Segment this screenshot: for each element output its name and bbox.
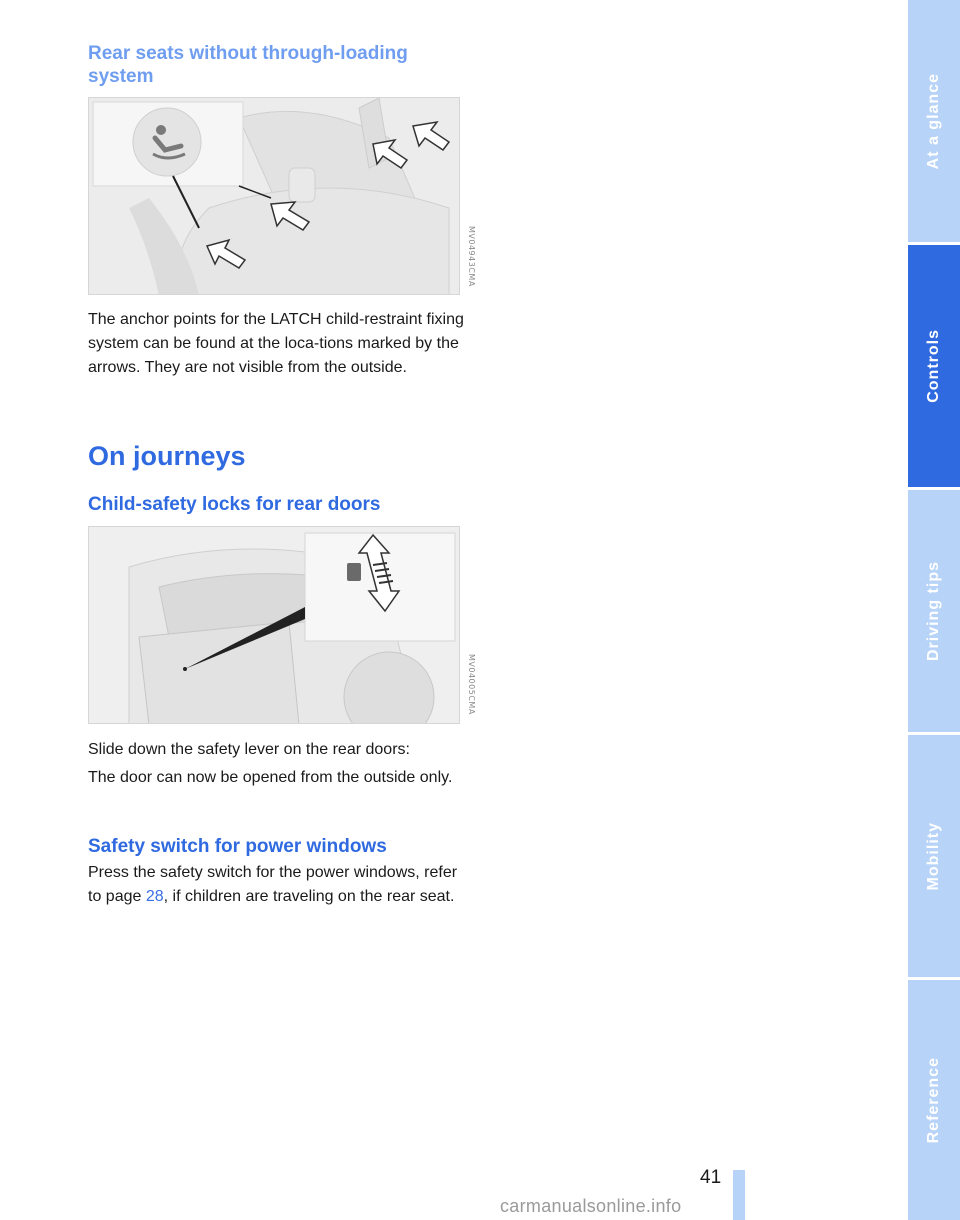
tab-at-a-glance[interactable] (908, 0, 960, 242)
paragraph-anchor-points: The anchor points for the LATCH child-restraint fixing system can be found at the loca-tions marked by the arrows. They are not visible from the outside. (88, 311, 464, 376)
paragraph-door-opened: The door can now be opened from the outside only. (88, 769, 453, 786)
figure-code-2: MV04005CMA (467, 654, 476, 715)
page-number: 41 (700, 1167, 722, 1188)
paragraph-safety-switch (88, 861, 470, 909)
tab-label-at-a-glance: At a glance (925, 72, 942, 170)
safety-switch-text-before: Press the safety switch for the power windows, refer to page (88, 864, 458, 905)
section-heading-on-journeys: On journeys (88, 441, 246, 471)
rear-seat-illustration (89, 98, 460, 295)
safety-switch-text-after: , if children are traveling on the rear seat. (163, 888, 455, 905)
tab-label-controls: Controls (925, 329, 942, 403)
tab-driving-tips[interactable] (908, 490, 960, 732)
tab-mobility[interactable] (908, 735, 960, 977)
rear-door-illustration (89, 527, 460, 724)
page-link-28[interactable]: 28 (145, 888, 164, 905)
page-number-bar (733, 1170, 745, 1220)
tab-controls[interactable] (908, 245, 960, 487)
figure-code-1: MV04943CMA (467, 226, 476, 287)
subheading-safety-switch: Safety switch for power windows (88, 836, 387, 857)
tab-reference[interactable] (908, 980, 960, 1220)
tab-label-reference: Reference (925, 1056, 942, 1144)
figure-rear-seat-anchors (88, 97, 460, 295)
section-heading-rear-seats: Rear seats without through-loading system (88, 43, 408, 87)
subheading-child-safety-locks: Child-safety locks for rear doors (88, 494, 381, 515)
tab-label-driving-tips: Driving tips (925, 560, 942, 661)
tab-label-mobility: Mobility (925, 821, 942, 891)
watermark: carmanualsonline.info (500, 1196, 682, 1216)
paragraph-slide-lever: Slide down the safety lever on the rear doors: (88, 741, 410, 758)
figure-child-safety-lock (88, 526, 460, 724)
chapter-sidebar (908, 0, 960, 1220)
